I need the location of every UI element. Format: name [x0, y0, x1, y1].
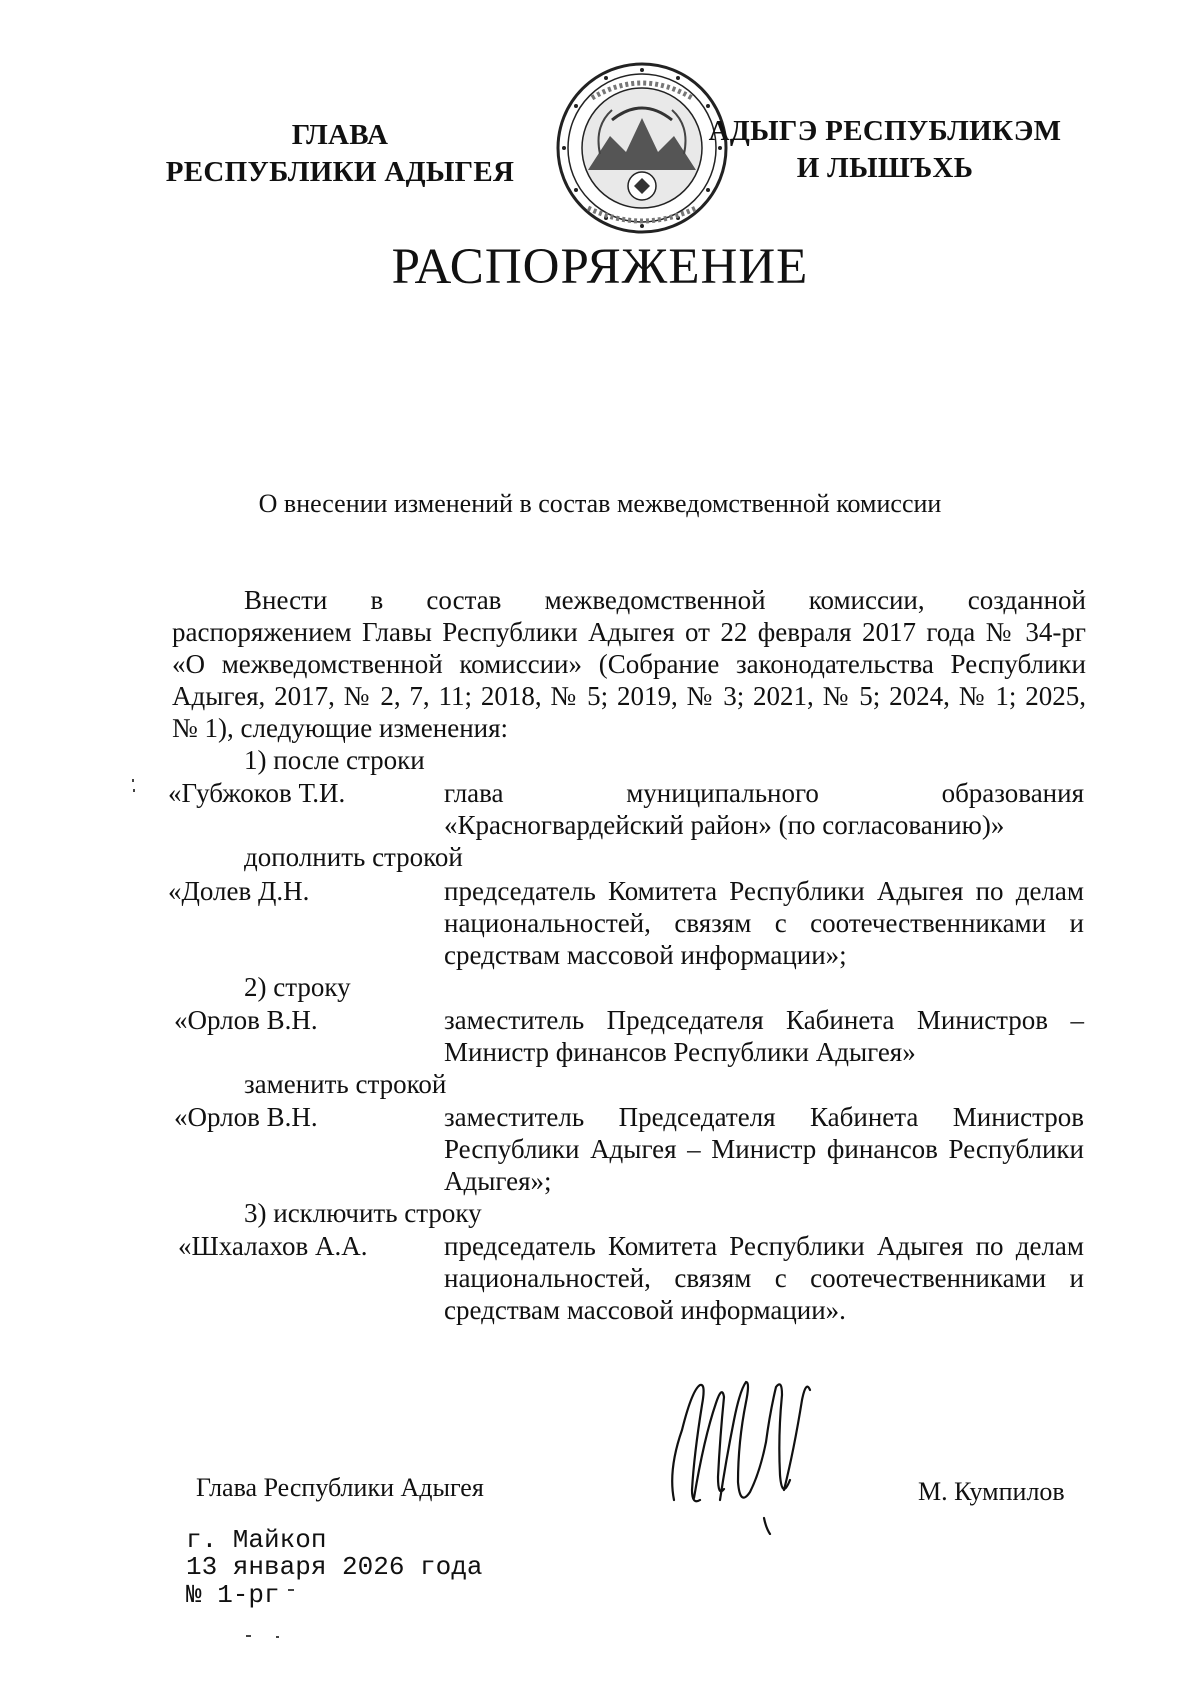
entry-position [444, 875, 1084, 971]
item-1-lead: 1) после строки [244, 745, 425, 775]
signer-name: М. Кумпилов [918, 1477, 1065, 1506]
entry-position-line: Министр финансов Республики Адыгея» [444, 1037, 916, 1067]
scan-speck [276, 1636, 279, 1638]
issuer-line-2: РЕСПУБЛИКИ АДЫГЕЯ [165, 156, 515, 188]
document-number: № 1-рг [186, 1580, 280, 1610]
intro-paragraph [172, 584, 1086, 744]
entry-position-line: Республики Адыгея – Министр финансов Республики [444, 1134, 1084, 1164]
entry-position-line: средствам массовой информации». [444, 1295, 846, 1325]
entry-position-line: национальностей, связям с соотечественниками и [444, 908, 1084, 938]
intro-line-1: Внести в состав межведомственной комиссии, созданной [244, 585, 1086, 615]
document-type-title: РАСПОРЯЖЕНИЕ [391, 239, 809, 295]
item-1-action: дополнить строкой [244, 842, 463, 872]
entry-position-line: национальностей, связям с соотечественниками и [444, 1263, 1084, 1293]
entry-position-line: средствам массовой информации»; [444, 940, 847, 970]
item-2-lead: 2) строку [244, 972, 351, 1002]
scan-speck [246, 1635, 251, 1637]
entry-position [444, 1004, 1084, 1068]
entry-position [444, 1101, 1084, 1197]
entry-name: «Орлов В.Н. [174, 1005, 318, 1035]
issuer-line-1: ГЛАВА [291, 119, 389, 151]
item-3-lead: 3) исключить строку [244, 1198, 482, 1228]
scan-speck [132, 779, 134, 782]
document-subject: О внесении изменений в состав межведомственной комиссии [258, 489, 942, 518]
issuer-line-adyghe-2: И ЛЫШЪХЬ [796, 152, 974, 184]
issue-city: г. Майкоп [186, 1525, 327, 1555]
entry-position-line: заместитель Председателя Кабинета Министров [444, 1102, 1084, 1132]
scan-speck [133, 789, 135, 792]
intro-line-2: распоряжением Главы Республики Адыгея от 22 февраля 2017 года № 34-рг [172, 617, 1086, 647]
entry-position [444, 1230, 1084, 1326]
entry-name: «Орлов В.Н. [174, 1102, 318, 1132]
entry-position-line: заместитель Председателя Кабинета Министров – [444, 1005, 1084, 1035]
entry-name: «Долев Д.Н. [168, 876, 310, 906]
issuer-header-adyghe [700, 113, 1070, 187]
entry-position-line: глава муниципального образования [444, 778, 1084, 808]
scan-speck [288, 1589, 294, 1591]
intro-line-4: Адыгея, 2017, № 2, 7, 11; 2018, № 5; 2019, № 3; 2021, № 5; 2024, № 1; 2025, [172, 681, 1086, 711]
issuer-header-russian [160, 117, 520, 191]
signatory-title: Глава Республики Адыгея [196, 1473, 484, 1502]
entry-position [444, 777, 1084, 841]
entry-position-line: председатель Комитета Республики Адыгея по делам [444, 876, 1084, 906]
issuer-line-adyghe-1: АДЫГЭ РЕСПУБЛИКЭМ [708, 115, 1062, 147]
entry-name: «Шхалахов А.А. [178, 1231, 368, 1261]
intro-line-3: «О межведомственной комиссии» (Собрание законодательства Республики [172, 649, 1086, 679]
entry-position-line: Адыгея»; [444, 1166, 552, 1196]
handwritten-signature-icon [664, 1370, 824, 1535]
entry-position-line: председатель Комитета Республики Адыгея по делам [444, 1231, 1084, 1261]
item-2-action: заменить строкой [244, 1069, 447, 1099]
issue-date: 13 января 2026 года [186, 1552, 483, 1582]
entry-name: «Губжоков Т.И. [168, 778, 346, 808]
entry-position-line: «Красногвардейский район» (по согласованию)» [444, 810, 1005, 840]
intro-line-5: № 1), следующие изменения: [172, 713, 509, 743]
